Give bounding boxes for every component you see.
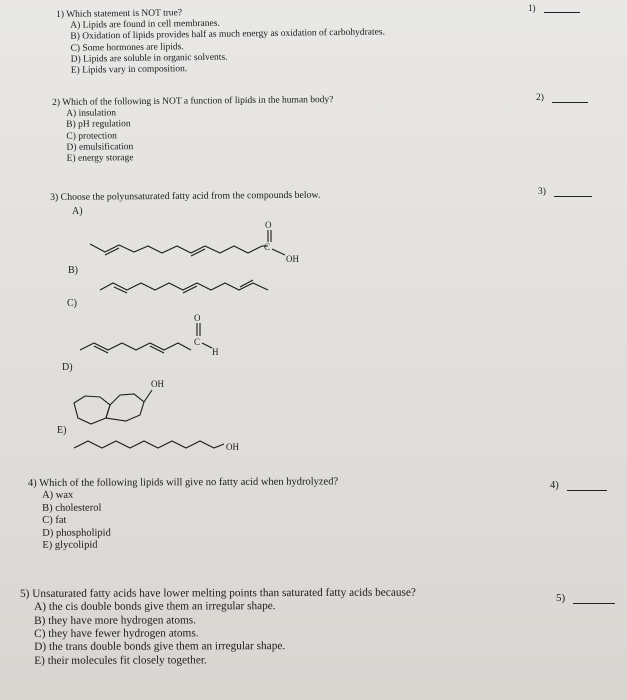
d-hydroxyl: OH (151, 379, 164, 389)
a-carbonyl-o: O (265, 220, 272, 230)
question-2-text: 2) Which of the following is NOT a function of lipids in the human body? (52, 95, 334, 108)
question-1-option-d: D) Lipids are soluble in organic solvents. (70, 52, 228, 65)
question-5-option-a: A) the cis double bonds give them an irregular shape. (34, 600, 276, 614)
c-carbonyl-o: O (194, 313, 201, 323)
question-1-option-a: A) Lipids are found in cell membranes. (70, 18, 220, 32)
question-4 (28, 476, 338, 552)
structure-d (74, 379, 164, 424)
q3-option-c-label: C) (67, 298, 77, 309)
q3-option-d-label: D) (62, 362, 73, 373)
answer-blank-4 (550, 480, 607, 491)
answer-label-1: 1) (528, 3, 536, 13)
question-5-option-b: B) they have more hydrogen atoms. (34, 614, 197, 627)
question-4-text: 4) Which of the following lipids will give no fatty acid when hydrolyzed? (28, 476, 339, 489)
answer-blank-5 (556, 592, 615, 604)
q3-option-e-label: E) (57, 425, 67, 436)
question-4-option-d: D) phospholipid (42, 527, 111, 539)
answer-label-5: 5) (556, 592, 566, 604)
question-2-option-e: E) energy storage (66, 153, 134, 164)
question-4-option-b: B) cholesterol (42, 502, 102, 514)
answer-label-3: 3) (538, 187, 546, 197)
a-carbonyl-c: C (264, 242, 271, 252)
answer-label-4: 4) (550, 480, 559, 491)
question-5-text: 5) Unsaturated fatty acids have lower melting points than saturated fatty acids because? (20, 586, 416, 600)
question-2-option-c: C) protection (66, 130, 117, 142)
structure-c (80, 313, 219, 357)
question-2-option-b: B) pH regulation (66, 119, 131, 131)
structure-b (100, 280, 268, 293)
structure-a (90, 220, 299, 264)
question-5 (20, 587, 416, 668)
question-1-text: 1) Which statement is NOT true? (56, 8, 183, 20)
q3-option-a-label: A) (72, 206, 83, 217)
question-3-text: 3) Choose the polyunsaturated fatty acid from the compounds below. (50, 189, 321, 203)
question-5-option-d: D) the trans double bonds give them an irregular shape. (34, 640, 286, 654)
question-5-option-c: C) they have fewer hydrogen atoms. (34, 627, 199, 640)
question-1-option-c: C) Some hormones are lipids. (70, 41, 184, 54)
c-carbonyl-c: C (194, 337, 201, 347)
question-5-option-e: E) their molecules fit closely together. (34, 653, 207, 667)
q3-option-b-label: B) (68, 265, 78, 276)
question-4-option-a: A) wax (42, 490, 74, 502)
question-4-option-e: E) glycolipid (42, 539, 98, 551)
answer-label-2: 2) (536, 93, 544, 103)
structure-e (74, 441, 239, 452)
question-1-option-b: B) Oxidation of lipids provides half as much energy as oxidation of carbohydrates. (70, 27, 385, 43)
question-1-option-e: E) Lipids vary in composition. (70, 64, 188, 76)
question-4-option-c: C) fat (42, 514, 67, 527)
e-hydroxyl: OH (226, 442, 239, 452)
question-2-option-d: D) emulsification (66, 141, 134, 153)
c-hydrogen: H (212, 347, 219, 357)
question-2-option-a: A) insulation (66, 108, 117, 120)
a-hydroxyl: OH (286, 254, 299, 264)
